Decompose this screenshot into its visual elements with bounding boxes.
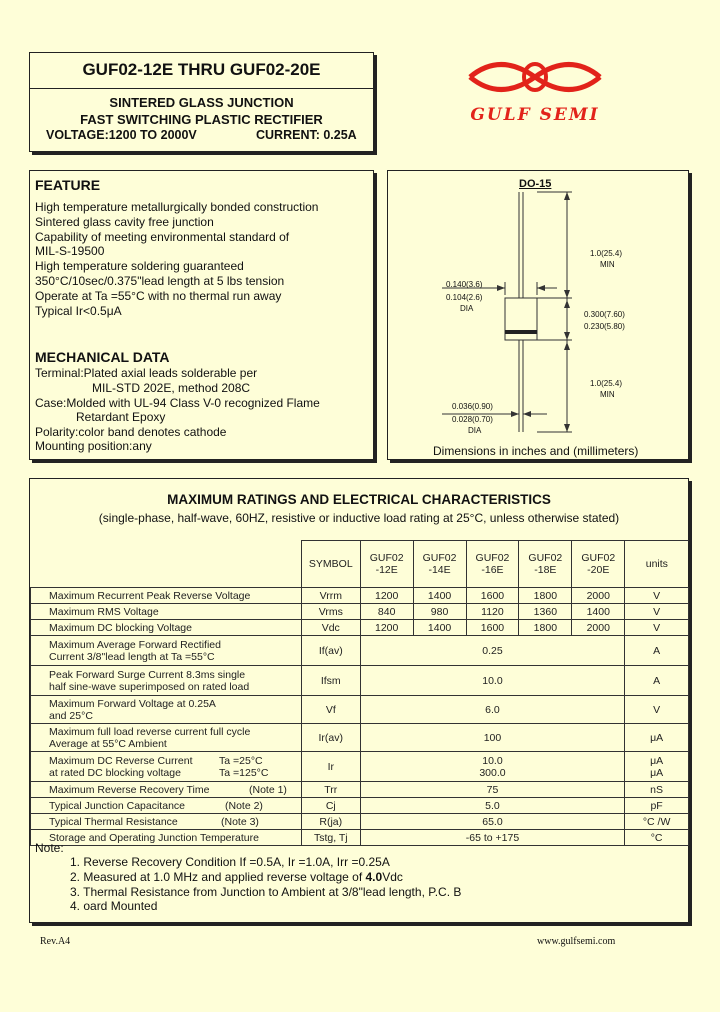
table-row: Maximum Average Forward Rectified Current 3/8"lead length at Ta =55°C If(av) 0.25 A [31,636,689,666]
table-row: Maximum DC blocking Voltage Vdc 1200 1400 1600 1800 2000 V [31,620,689,636]
note-2: 2. Measured at 1.0 MHz and applied reverse voltage of 4.0Vdc [70,870,403,884]
param-header-cell [31,541,302,588]
note-1: 1. Reverse Recovery Condition If =0.5A, Ir =1.0A, Irr =0.25A [70,855,390,869]
mechanical-heading: MECHANICAL DATA [35,349,170,365]
feature-item: Operate at Ta =55°C with no thermal run away [35,289,282,303]
lead-length-bottom-min: MIN [600,390,615,399]
part-header: GUF02 -12E [360,541,413,588]
feature-item: High temperature soldering guaranteed [35,259,244,273]
gulf-semi-logo-icon [460,52,610,102]
mechanical-item: Retardant Epoxy [76,410,166,424]
current-rating: CURRENT: 0.25A [256,128,357,142]
feature-item: Sintered glass cavity free junction [35,215,214,229]
units-header: units [625,541,689,588]
feature-item: High temperature metallurgically bonded construction [35,200,319,214]
subtitle-junction: SINTERED GLASS JUNCTION [109,95,294,110]
note-4: 4. oard Mounted [70,899,158,913]
body-len-min: 0.230(5.80) [584,322,625,331]
table-row: Storage and Operating Junction Temperature Tstg, Tj -65 to +175 °C [31,830,689,846]
mechanical-item: Terminal:Plated axial leads solderable per [35,366,258,380]
table-row: Peak Forward Surge Current 8.3ms single half sine-wave superimposed on rated load Ifsm 10.0 A [31,666,689,696]
lead-dia-label: DIA [468,426,482,435]
table-row: Maximum RMS Voltage Vrms 840 980 1120 1360 1400 V [31,604,689,620]
table-row: Typical Thermal Resistance (Note 3) R(ja) 65.0 °C /W [31,814,689,830]
part-header: GUF02 -20E [572,541,625,588]
document-title: GUF02-12E THRU GUF02-20E [29,52,374,89]
lead-length-top: 1.0(25.4) [590,249,623,258]
lead-length-bottom: 1.0(25.4) [590,379,623,388]
feature-item: Typical Ir<0.5μA [35,304,122,318]
ratings-title: MAXIMUM RATINGS AND ELECTRICAL CHARACTERISTICS [167,492,551,507]
feature-item: 350°C/10sec/0.375"lead length at 5 lbs tension [35,274,285,288]
subtitle-rectifier: FAST SWITCHING PLASTIC RECTIFIER [80,112,323,127]
table-row: Maximum full load reverse current full cycle Average at 55°C Ambient Ir(av) 100 μA [31,724,689,752]
table-row: Maximum Forward Voltage at 0.25A and 25°C Vf 6.0 V [31,696,689,724]
mechanical-item: Polarity:color band denotes cathode [35,425,227,439]
table-row: Maximum Reverse Recovery Time (Note 1) Trr 75 nS [31,782,689,798]
part-header: GUF02 -14E [413,541,466,588]
body-len-max: 0.300(7.60) [584,310,625,319]
lead-length-top-min: MIN [600,260,615,269]
body-dia-max: 0.140(3.6) [446,280,483,289]
mechanical-item: Mounting position:any [35,439,152,453]
website-link[interactable]: www.gulfsemi.com [537,936,616,947]
diode-outline-drawing [387,170,689,450]
notes-heading: Note: [35,841,64,855]
feature-item: Capability of meeting environmental standard of [35,230,290,244]
revision-label: Rev.A4 [40,936,71,947]
table-row: Maximum Recurrent Peak Reverse Voltage Vrrm 1200 1400 1600 1800 2000 V [31,588,689,604]
feature-heading: FEATURE [35,177,101,193]
lead-dia-max: 0.036(0.90) [452,402,493,411]
mechanical-item: Case:Molded with UL-94 Class V-0 recognized Flame [35,396,320,410]
lead-dia-min: 0.028(0.70) [452,415,493,424]
note-3: 3. Thermal Resistance from Junction to Ambient at 3/8"lead length, P.C. B [70,885,462,899]
body-dia-label: DIA [460,304,474,313]
part-header: GUF02 -18E [519,541,572,588]
body-dia-min: 0.104(2.6) [446,293,483,302]
voltage-range: VOLTAGE:1200 TO 2000V [46,128,197,142]
mechanical-item: MIL-STD 202E, method 208C [92,381,251,395]
package-name: DO-15 [519,178,552,190]
package-caption: Dimensions in inches and (millimeters) [433,444,639,458]
table-row: Typical Junction Capacitance (Note 2) Cj 5.0 pF [31,798,689,814]
table-row: Maximum DC Reverse Current Ta =25°C at rated DC blocking voltage Ta =125°C Ir 10.0 300.0 μA μA [31,752,689,782]
part-header: GUF02 -16E [466,541,519,588]
feature-item: MIL-S-19500 [35,244,105,258]
symbol-header: SYMBOL [301,541,360,588]
logo-text: GULF SEMI [470,105,600,125]
ratings-table [30,540,689,846]
ratings-subtitle: (single-phase, half-wave, 60HZ, resistive or inductive load rating at 25°C, unless otherwise stated) [98,511,620,525]
